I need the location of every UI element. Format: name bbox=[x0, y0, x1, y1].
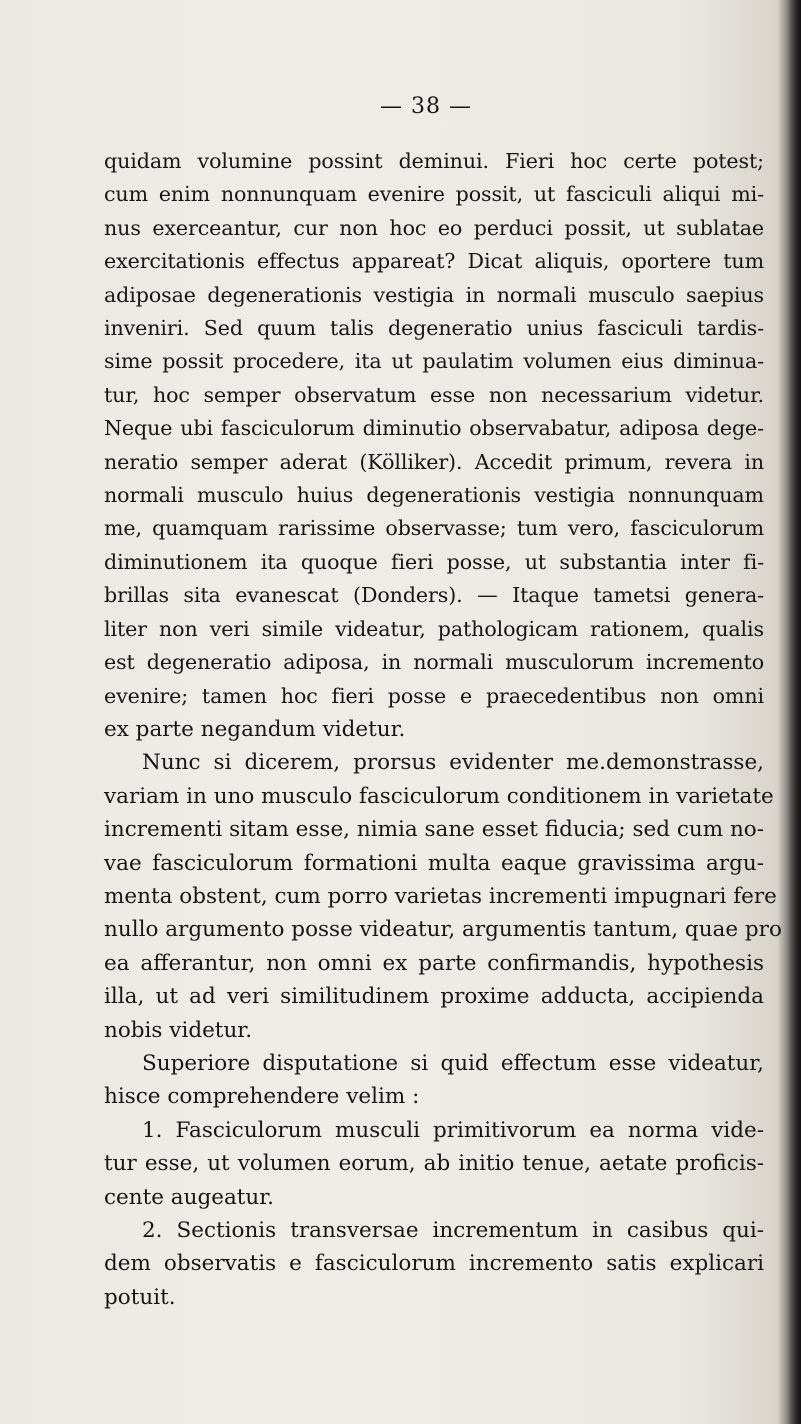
text-line: hisce comprehendere velim : bbox=[104, 1084, 420, 1110]
text-line: sime possit procedere, ita ut paulatim volumen eius diminua- bbox=[104, 349, 764, 374]
text-line: 2. Sectionis transversae incrementum in casibus qui- bbox=[142, 1218, 764, 1243]
text-line: liter non veri simile videatur, pathologicam rationem, qualis bbox=[104, 616, 764, 641]
text-line: neratio semper aderat (Kölliker). Accedit primum, revera in bbox=[104, 449, 764, 474]
body-text bbox=[104, 145, 782, 1314]
text-line: illa, ut ad veri similitudinem proxime adducta, accipienda bbox=[104, 984, 764, 1010]
text-line: inveniri. Sed quum talis degeneratio unius fasciculi tardis- bbox=[104, 316, 764, 341]
text-line: vae fasciculorum formationi multa eaque gravissima argu- bbox=[104, 850, 764, 876]
text-line: cum enim nonnunquam evenire possit, ut fasciculi aliqui mi- bbox=[104, 182, 764, 207]
text-line: ex parte negandum videtur. bbox=[104, 716, 406, 742]
text-line: Nunc si dicerem, prorsus evidenter me.demonstrasse, bbox=[142, 750, 764, 776]
text-line: menta obstent, cum porro varietas incrementi impugnari fere bbox=[104, 883, 777, 909]
text-line: cente augeatur. bbox=[104, 1184, 275, 1210]
text-line: normali musculo huius degenerationis vestigia nonnunquam bbox=[104, 483, 764, 508]
text-line: ea afferantur, non omni ex parte confirmandis, hypothesis bbox=[104, 950, 764, 976]
text-line: Superiore disputatione si quid effectum esse videatur, bbox=[142, 1050, 764, 1076]
text-line: est degeneratio adiposa, in normali musculorum incremento bbox=[104, 650, 764, 675]
text-line: dem observatis e fasciculorum incremento satis explicari bbox=[104, 1251, 764, 1277]
text-line: 1. Fasciculorum musculi primitivorum ea norma vide- bbox=[142, 1117, 764, 1143]
text-line: brillas sita evanescat (Donders). — Itaque tametsi genera- bbox=[104, 583, 764, 608]
text-line: adiposae degenerationis vestigia in normali musculo saepius bbox=[104, 282, 764, 307]
text-line: Neque ubi fasciculorum diminutio observabatur, adiposa dege- bbox=[104, 416, 764, 441]
text-line: exercitationis effectus appareat? Dicat aliquis, oportere tum bbox=[104, 249, 764, 274]
text-line: tur, hoc semper observatum esse non necessarium videtur. bbox=[104, 382, 764, 407]
text-line: incrementi sitam esse, nimia sane esset fiducia; sed cum no- bbox=[104, 817, 765, 843]
text-line: potuit. bbox=[104, 1284, 176, 1310]
text-line: nobis videtur. bbox=[104, 1017, 253, 1043]
text-line: tur esse, ut volumen eorum, ab initio tenue, aetate proficis- bbox=[104, 1151, 764, 1177]
text-line: quidam volumine possint deminui. Fieri hoc certe potest; bbox=[104, 149, 764, 173]
text-line: me, quamquam rarissime observasse; tum vero, fasciculorum bbox=[104, 516, 764, 541]
text-line: nus exerceantur, cur non hoc eo perduci possit, ut sublatae bbox=[104, 215, 764, 240]
text-line: diminutionem ita quoque fieri posse, ut substantia inter fi- bbox=[104, 549, 764, 574]
text-line: variam in uno musculo fasciculorum conditionem in varietate bbox=[104, 783, 774, 809]
page-number: — 38 — bbox=[380, 94, 472, 119]
text-line: evenire; tamen hoc fieri posse e praecedentibus non omni bbox=[104, 683, 764, 708]
page-edge-shadow bbox=[787, 0, 801, 1424]
text-line: nullo argumento posse videatur, argumentis tantum, quae pro bbox=[104, 917, 782, 943]
